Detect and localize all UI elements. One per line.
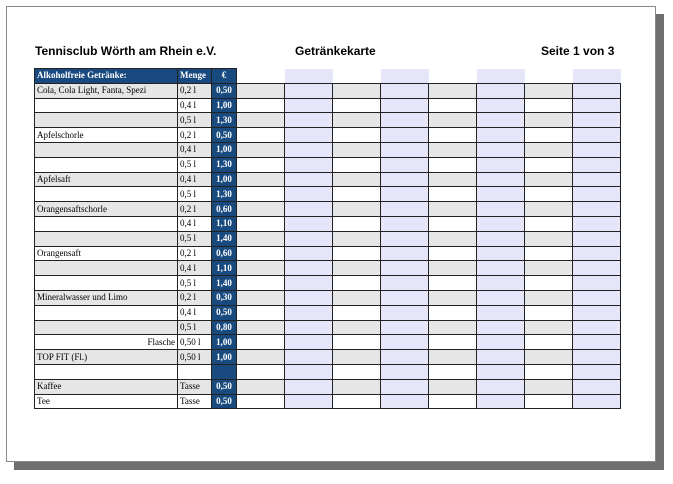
tally-cell[interactable]	[285, 290, 333, 305]
tally-cell[interactable]	[429, 379, 477, 394]
tally-cell[interactable]	[429, 128, 477, 143]
tally-cell[interactable]	[381, 202, 429, 217]
tally-cell[interactable]	[477, 290, 525, 305]
tally-cell[interactable]	[573, 246, 621, 261]
tally-cell[interactable]	[333, 320, 381, 335]
tally-cell[interactable]	[381, 350, 429, 365]
price-cell: 1,40	[212, 276, 237, 291]
tally-cell[interactable]	[477, 246, 525, 261]
tally-cell[interactable]	[477, 320, 525, 335]
tally-cell[interactable]	[525, 320, 573, 335]
tally-cell[interactable]	[333, 187, 381, 202]
price-cell: 1,00	[212, 335, 237, 350]
tally-cell[interactable]	[333, 231, 381, 246]
tally-cell[interactable]	[429, 172, 477, 187]
drink-name-cell: Orangensaftschorle	[35, 202, 178, 217]
quantity-cell	[178, 364, 212, 379]
price-cell: 1,00	[212, 350, 237, 365]
quantity-cell: 0,5 l	[178, 231, 212, 246]
tally-cell[interactable]	[477, 98, 525, 113]
table-row	[35, 172, 621, 187]
tally-cell[interactable]	[381, 335, 429, 350]
price-cell: 0,50	[212, 305, 237, 320]
tally-cell[interactable]	[477, 157, 525, 172]
tally-cell[interactable]	[285, 142, 333, 157]
tally-cell[interactable]	[477, 128, 525, 143]
tally-header	[237, 69, 285, 84]
tally-cell[interactable]	[381, 128, 429, 143]
tally-cell[interactable]	[381, 379, 429, 394]
tally-cell[interactable]	[381, 231, 429, 246]
tally-cell[interactable]	[333, 113, 381, 128]
tally-cell[interactable]	[429, 83, 477, 98]
price-cell: 1,30	[212, 157, 237, 172]
tally-cell[interactable]	[333, 335, 381, 350]
tally-cell[interactable]	[525, 172, 573, 187]
tally-cell[interactable]	[429, 335, 477, 350]
quantity-cell: 0,5 l	[178, 187, 212, 202]
table-row	[35, 320, 621, 335]
table-row	[35, 83, 621, 98]
tally-cell[interactable]	[237, 187, 285, 202]
tally-cell[interactable]	[429, 202, 477, 217]
tally-cell[interactable]	[381, 172, 429, 187]
drink-name-cell	[35, 276, 178, 291]
table-row	[35, 246, 621, 261]
tally-cell[interactable]	[333, 98, 381, 113]
price-cell: 0,50	[212, 128, 237, 143]
tally-cell[interactable]	[477, 276, 525, 291]
tally-cell[interactable]	[381, 394, 429, 409]
tally-cell[interactable]	[525, 216, 573, 231]
quantity-cell: 0,5 l	[178, 276, 212, 291]
tally-cell[interactable]	[333, 157, 381, 172]
drink-name-cell	[35, 364, 178, 379]
price-cell: 1,00	[212, 172, 237, 187]
tally-cell[interactable]	[237, 364, 285, 379]
drink-name-cell: Cola, Cola Light, Fanta, Spezi	[35, 83, 178, 98]
table-row	[35, 364, 621, 379]
tally-header	[285, 69, 333, 84]
tally-cell[interactable]	[285, 320, 333, 335]
drink-name-cell	[35, 98, 178, 113]
price-cell: 0,50	[212, 379, 237, 394]
tally-cell[interactable]	[285, 379, 333, 394]
tally-cell[interactable]	[381, 83, 429, 98]
tally-cell[interactable]	[333, 216, 381, 231]
table-row	[35, 276, 621, 291]
tally-cell[interactable]	[381, 113, 429, 128]
price-cell: 0,50	[212, 83, 237, 98]
price-cell: 0,80	[212, 320, 237, 335]
tally-cell[interactable]	[429, 113, 477, 128]
tally-cell[interactable]	[237, 157, 285, 172]
table-row	[35, 231, 621, 246]
quantity-cell: 0,50 l	[178, 350, 212, 365]
tally-cell[interactable]	[477, 335, 525, 350]
drink-name-cell	[35, 320, 178, 335]
tally-cell[interactable]	[525, 142, 573, 157]
tally-cell[interactable]	[237, 128, 285, 143]
tally-cell[interactable]	[333, 350, 381, 365]
quantity-cell: 0,5 l	[178, 157, 212, 172]
drinks-table	[34, 68, 621, 409]
table-row	[35, 350, 621, 365]
price-cell: 0,30	[212, 290, 237, 305]
drink-name-cell	[35, 142, 178, 157]
drink-name-cell	[35, 113, 178, 128]
drink-name-cell	[35, 305, 178, 320]
price-cell: 1,30	[212, 113, 237, 128]
quantity-cell: 0,4 l	[178, 216, 212, 231]
tally-header	[381, 69, 429, 84]
tally-cell[interactable]	[477, 379, 525, 394]
tally-cell[interactable]	[429, 98, 477, 113]
tally-cell[interactable]	[477, 202, 525, 217]
tally-cell[interactable]	[381, 290, 429, 305]
tally-cell[interactable]	[333, 142, 381, 157]
table-row	[35, 142, 621, 157]
drink-name-cell	[35, 157, 178, 172]
tally-header	[477, 69, 525, 84]
price-cell: 0,60	[212, 202, 237, 217]
tally-cell[interactable]	[573, 231, 621, 246]
tally-cell[interactable]	[573, 290, 621, 305]
tally-cell[interactable]	[237, 290, 285, 305]
tally-cell[interactable]	[381, 246, 429, 261]
tally-cell[interactable]	[285, 113, 333, 128]
price-cell: 1,10	[212, 216, 237, 231]
tally-cell[interactable]	[333, 83, 381, 98]
tally-cell[interactable]	[237, 305, 285, 320]
tally-cell[interactable]	[333, 364, 381, 379]
quantity-cell: 0,2 l	[178, 128, 212, 143]
quantity-cell: 0,5 l	[178, 113, 212, 128]
tally-cell[interactable]	[573, 394, 621, 409]
tally-cell[interactable]	[477, 394, 525, 409]
tally-cell[interactable]	[525, 246, 573, 261]
tally-cell[interactable]	[237, 320, 285, 335]
price-cell: 1,00	[212, 142, 237, 157]
tally-cell[interactable]	[381, 216, 429, 231]
drink-name-cell: TOP FIT (Fl.)	[35, 350, 178, 365]
price-cell: 1,40	[212, 231, 237, 246]
quantity-cell: 0,5 l	[178, 320, 212, 335]
quantity-cell: 0,4 l	[178, 172, 212, 187]
tally-cell[interactable]	[525, 98, 573, 113]
tally-header	[429, 69, 477, 84]
quantity-cell: 0,4 l	[178, 261, 212, 276]
tally-cell[interactable]	[525, 202, 573, 217]
tally-cell[interactable]	[573, 172, 621, 187]
tally-cell[interactable]	[381, 305, 429, 320]
tally-cell[interactable]	[429, 320, 477, 335]
quantity-cell: 0,2 l	[178, 290, 212, 305]
drink-name-cell: Tee	[35, 394, 178, 409]
tally-cell[interactable]	[237, 83, 285, 98]
tally-cell[interactable]	[525, 276, 573, 291]
tally-cell[interactable]	[477, 142, 525, 157]
tally-cell[interactable]	[573, 379, 621, 394]
tally-cell[interactable]	[333, 379, 381, 394]
table-row	[35, 98, 621, 113]
drink-name-cell: Mineralwasser und Limo	[35, 290, 178, 305]
tally-cell[interactable]	[237, 98, 285, 113]
tally-cell[interactable]	[285, 172, 333, 187]
drink-name-cell: Orangensaft	[35, 246, 178, 261]
table-row	[35, 157, 621, 172]
drink-name-cell: Flasche	[35, 335, 178, 350]
quantity-cell: Tasse	[178, 394, 212, 409]
tally-cell[interactable]	[429, 290, 477, 305]
tally-cell[interactable]	[237, 394, 285, 409]
tally-cell[interactable]	[381, 157, 429, 172]
tally-cell[interactable]	[477, 261, 525, 276]
table-row	[35, 113, 621, 128]
quantity-cell: 0,2 l	[178, 202, 212, 217]
column-header-getraenke: Alkoholfreie Getränke:	[35, 69, 178, 84]
tally-cell[interactable]	[525, 364, 573, 379]
tally-cell[interactable]	[525, 83, 573, 98]
tally-cell[interactable]	[285, 216, 333, 231]
tally-cell[interactable]	[573, 216, 621, 231]
tally-cell[interactable]	[525, 231, 573, 246]
tally-cell[interactable]	[333, 394, 381, 409]
tally-cell[interactable]	[525, 394, 573, 409]
tally-cell[interactable]	[237, 113, 285, 128]
tally-cell[interactable]	[525, 305, 573, 320]
tally-cell[interactable]	[477, 231, 525, 246]
tally-cell[interactable]	[333, 305, 381, 320]
tally-cell[interactable]	[285, 83, 333, 98]
tally-cell[interactable]	[573, 128, 621, 143]
quantity-cell: 0,4 l	[178, 305, 212, 320]
tally-cell[interactable]	[333, 290, 381, 305]
tally-cell[interactable]	[237, 172, 285, 187]
drink-name-cell: Apfelsaft	[35, 172, 178, 187]
table-row	[35, 128, 621, 143]
tally-cell[interactable]	[573, 202, 621, 217]
quantity-cell: 0,2 l	[178, 83, 212, 98]
tally-cell[interactable]	[525, 113, 573, 128]
tally-cell[interactable]	[381, 98, 429, 113]
quantity-cell: 0,50 l	[178, 335, 212, 350]
table-row	[35, 379, 621, 394]
tally-cell[interactable]	[573, 142, 621, 157]
tally-cell[interactable]	[381, 320, 429, 335]
tally-cell[interactable]	[525, 350, 573, 365]
table-row	[35, 216, 621, 231]
drink-name-cell: Apfelschorle	[35, 128, 178, 143]
tally-cell[interactable]	[477, 216, 525, 231]
table-row	[35, 202, 621, 217]
tally-cell[interactable]	[285, 305, 333, 320]
tally-cell[interactable]	[237, 335, 285, 350]
tally-header	[573, 69, 621, 84]
tally-cell[interactable]	[429, 364, 477, 379]
tally-cell[interactable]	[285, 98, 333, 113]
table-row	[35, 394, 621, 409]
tally-cell[interactable]	[285, 202, 333, 217]
tally-cell[interactable]	[381, 187, 429, 202]
tally-cell[interactable]	[237, 379, 285, 394]
tally-cell[interactable]	[573, 187, 621, 202]
tally-cell[interactable]	[477, 83, 525, 98]
tally-cell[interactable]	[381, 364, 429, 379]
tally-cell[interactable]	[285, 335, 333, 350]
tally-cell[interactable]	[573, 157, 621, 172]
tally-cell[interactable]	[573, 98, 621, 113]
tally-cell[interactable]	[429, 305, 477, 320]
tally-cell[interactable]	[333, 128, 381, 143]
tally-cell[interactable]	[237, 350, 285, 365]
tally-cell[interactable]	[477, 187, 525, 202]
tally-cell[interactable]	[429, 350, 477, 365]
tally-cell[interactable]	[525, 187, 573, 202]
tally-cell[interactable]	[573, 113, 621, 128]
drink-name-cell: Kaffee	[35, 379, 178, 394]
quantity-cell: 0,4 l	[178, 142, 212, 157]
tally-cell[interactable]	[429, 187, 477, 202]
price-cell: 1,30	[212, 187, 237, 202]
table-row	[35, 335, 621, 350]
table-row	[35, 187, 621, 202]
tally-cell[interactable]	[573, 83, 621, 98]
tally-cell[interactable]	[525, 157, 573, 172]
drink-name-cell	[35, 187, 178, 202]
tally-cell[interactable]	[573, 350, 621, 365]
tally-cell[interactable]	[333, 261, 381, 276]
drink-name-cell	[35, 231, 178, 246]
tally-cell[interactable]	[285, 128, 333, 143]
tally-cell[interactable]	[381, 142, 429, 157]
column-header-preis: €	[212, 69, 237, 84]
tally-cell[interactable]	[285, 157, 333, 172]
tally-cell[interactable]	[525, 379, 573, 394]
tally-cell[interactable]	[573, 276, 621, 291]
column-header-menge: Menge	[178, 69, 212, 84]
tally-cell[interactable]	[573, 335, 621, 350]
page-indicator: Seite 1 von 3	[541, 44, 615, 58]
tally-cell[interactable]	[573, 261, 621, 276]
table-row	[35, 290, 621, 305]
tally-cell[interactable]	[429, 216, 477, 231]
tally-cell[interactable]	[429, 231, 477, 246]
tally-cell[interactable]	[285, 276, 333, 291]
price-cell: 0,60	[212, 246, 237, 261]
table-header-row	[35, 69, 621, 84]
drink-name-cell	[35, 261, 178, 276]
tally-cell[interactable]	[237, 142, 285, 157]
tally-cell[interactable]	[285, 231, 333, 246]
price-cell: 1,10	[212, 261, 237, 276]
tally-cell[interactable]	[237, 276, 285, 291]
tally-cell[interactable]	[285, 394, 333, 409]
tally-cell[interactable]	[237, 246, 285, 261]
table-row	[35, 261, 621, 276]
tally-header	[333, 69, 381, 84]
quantity-cell: 0,2 l	[178, 246, 212, 261]
tally-cell[interactable]	[237, 261, 285, 276]
tally-cell[interactable]	[429, 246, 477, 261]
tally-cell[interactable]	[429, 157, 477, 172]
tally-cell[interactable]	[333, 276, 381, 291]
table-row	[35, 305, 621, 320]
tally-cell[interactable]	[525, 261, 573, 276]
tally-cell[interactable]	[333, 246, 381, 261]
tally-cell[interactable]	[525, 290, 573, 305]
document-title: Getränkekarte	[295, 44, 376, 58]
tally-cell[interactable]	[429, 142, 477, 157]
tally-cell[interactable]	[381, 276, 429, 291]
tally-cell[interactable]	[477, 172, 525, 187]
tally-cell[interactable]	[285, 364, 333, 379]
tally-cell[interactable]	[477, 364, 525, 379]
tally-cell[interactable]	[285, 350, 333, 365]
club-name: Tennisclub Wörth am Rhein e.V.	[35, 44, 217, 58]
tally-cell[interactable]	[525, 128, 573, 143]
tally-cell[interactable]	[237, 216, 285, 231]
tally-cell[interactable]	[525, 335, 573, 350]
tally-cell[interactable]	[573, 320, 621, 335]
tally-cell[interactable]	[285, 246, 333, 261]
tally-cell[interactable]	[429, 394, 477, 409]
tally-cell[interactable]	[429, 261, 477, 276]
price-cell: 0,50	[212, 394, 237, 409]
tally-cell[interactable]	[477, 305, 525, 320]
drink-name-cell	[35, 216, 178, 231]
tally-cell[interactable]	[285, 261, 333, 276]
tally-cell[interactable]	[237, 202, 285, 217]
price-cell: 1,00	[212, 98, 237, 113]
tally-cell[interactable]	[429, 276, 477, 291]
tally-cell[interactable]	[285, 187, 333, 202]
quantity-cell: Tasse	[178, 379, 212, 394]
tally-cell[interactable]	[573, 364, 621, 379]
tally-cell[interactable]	[333, 172, 381, 187]
tally-cell[interactable]	[477, 350, 525, 365]
price-cell	[212, 364, 237, 379]
tally-cell[interactable]	[333, 202, 381, 217]
tally-cell[interactable]	[477, 113, 525, 128]
tally-cell[interactable]	[237, 231, 285, 246]
tally-header	[525, 69, 573, 84]
tally-cell[interactable]	[573, 305, 621, 320]
quantity-cell: 0,4 l	[178, 98, 212, 113]
tally-cell[interactable]	[381, 261, 429, 276]
